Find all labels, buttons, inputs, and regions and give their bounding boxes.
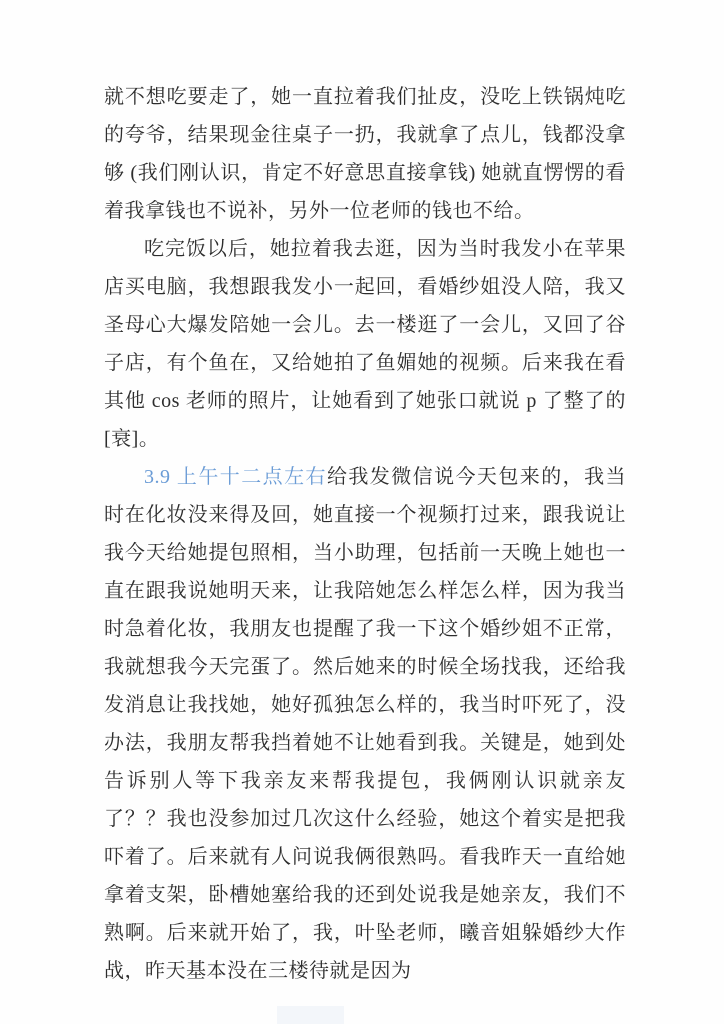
document-text-block	[104, 78, 626, 990]
text-run: 吃完饭以后，她拉着我去逛，因为当时我发小在苹果店买电脑，我想跟我发小一起回，看婚纱姐没人陪，我又圣母心大爆发陪她一会儿。去一楼逛了一会儿，又回了谷子店，有个鱼在，又给她拍了鱼媚她的视频。后来我在看其他 cos 老师的照片，让她看到了她张口就说 p 了整了的 [衰]。	[104, 238, 626, 450]
bottom-artifact	[277, 1006, 344, 1024]
text-run: 给我发微信说今天包来的，我当时在化妆没来得及回，她直接一个视频打过来，跟我说让我今天给她提包照相，当小助理，包括前一天晚上她也一直在跟我说她明天来，让我陪她怎么样怎么样，因为我当时急着化妆，我朋友也提醒了我一下这个婚纱姐不正常，我就想我今天完蛋了。然后她来的时候全场找我，还给我发消息让我找她，她好孤独怎么样的，我当时吓死了，没办法，我朋友帮我挡着她不让她看到我。关键是，她到处告诉别人等下我亲友来帮我提包，我俩刚认识就亲友了？？我也没参加过几次这什么经验，她这个着实是把我吓着了。后来就有人问说我俩很熟吗。看我昨天一直给她拿着支架，卧槽她塞给我的还到处说我是她亲友，我们不熟啊。后来就开始了，我，叶坠老师，曦音姐躲婚纱大作战，昨天基本没在三楼待就是因为	[104, 466, 627, 982]
paragraph	[104, 458, 626, 990]
paragraph	[104, 230, 626, 458]
text-run: 就不想吃要走了，她一直拉着我们扯皮，没吃上铁锅炖吃的夸爷，结果现金往桌子一扔，我就拿了点儿，钱都没拿够 (我们刚认识，肯定不好意思直接拿钱) 她就直愣愣的看着我拿钱也不说补，另外一位老师的钱也不给。	[104, 86, 626, 222]
highlighted-date-text: 3.9 上午十二点左右	[144, 466, 327, 488]
paragraph	[104, 78, 626, 230]
